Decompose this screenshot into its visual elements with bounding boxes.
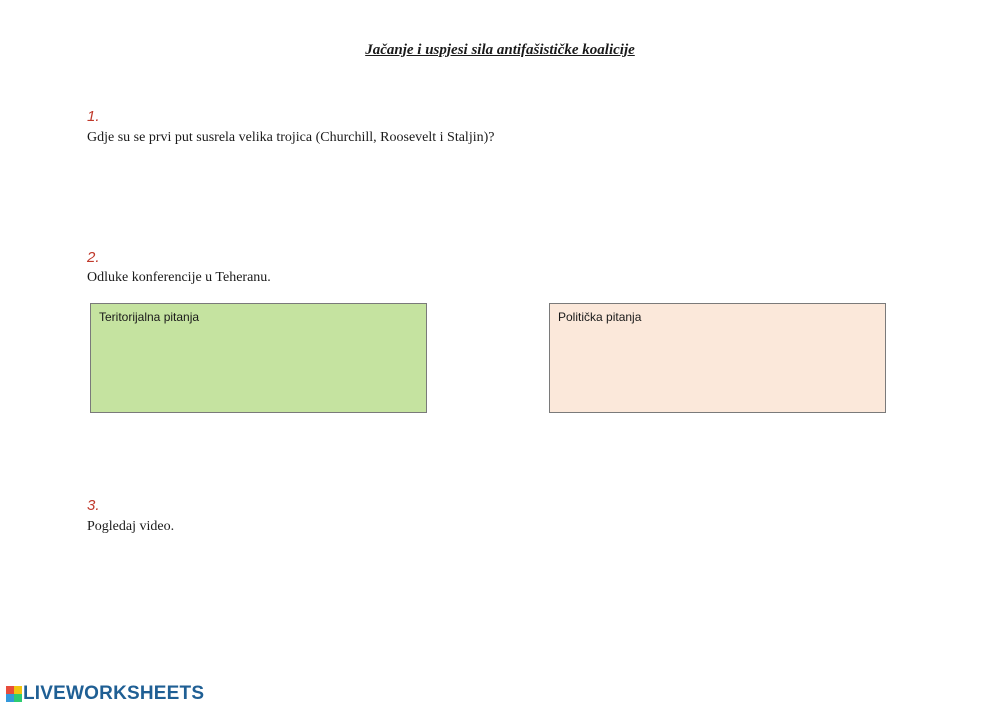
- political-issues-label: Politička pitanja: [558, 310, 642, 324]
- question-2-number: 2.: [87, 249, 100, 266]
- territorial-issues-label: Teritorijalna pitanja: [99, 310, 200, 324]
- question-1-number: 1.: [87, 108, 100, 125]
- territorial-issues-box[interactable]: [90, 303, 427, 413]
- liveworksheets-logo[interactable]: [6, 684, 204, 704]
- question-1-text: Gdje su se prvi put susrela velika trojica (Churchill, Roosevelt i Staljin)?: [87, 130, 495, 145]
- question-3-number: 3.: [87, 497, 100, 514]
- question-2-text: Odluke konferencije u Teheranu.: [87, 270, 271, 285]
- political-issues-box[interactable]: [549, 303, 886, 413]
- question-3-text: Pogledaj video.: [87, 519, 175, 534]
- worksheet-title: Jačanje i uspjesi sila antifašističke koalicije: [365, 42, 635, 58]
- liveworksheets-logo-icon: [6, 686, 22, 702]
- liveworksheets-logo-text: LIVEWORKSHEETS: [23, 683, 205, 704]
